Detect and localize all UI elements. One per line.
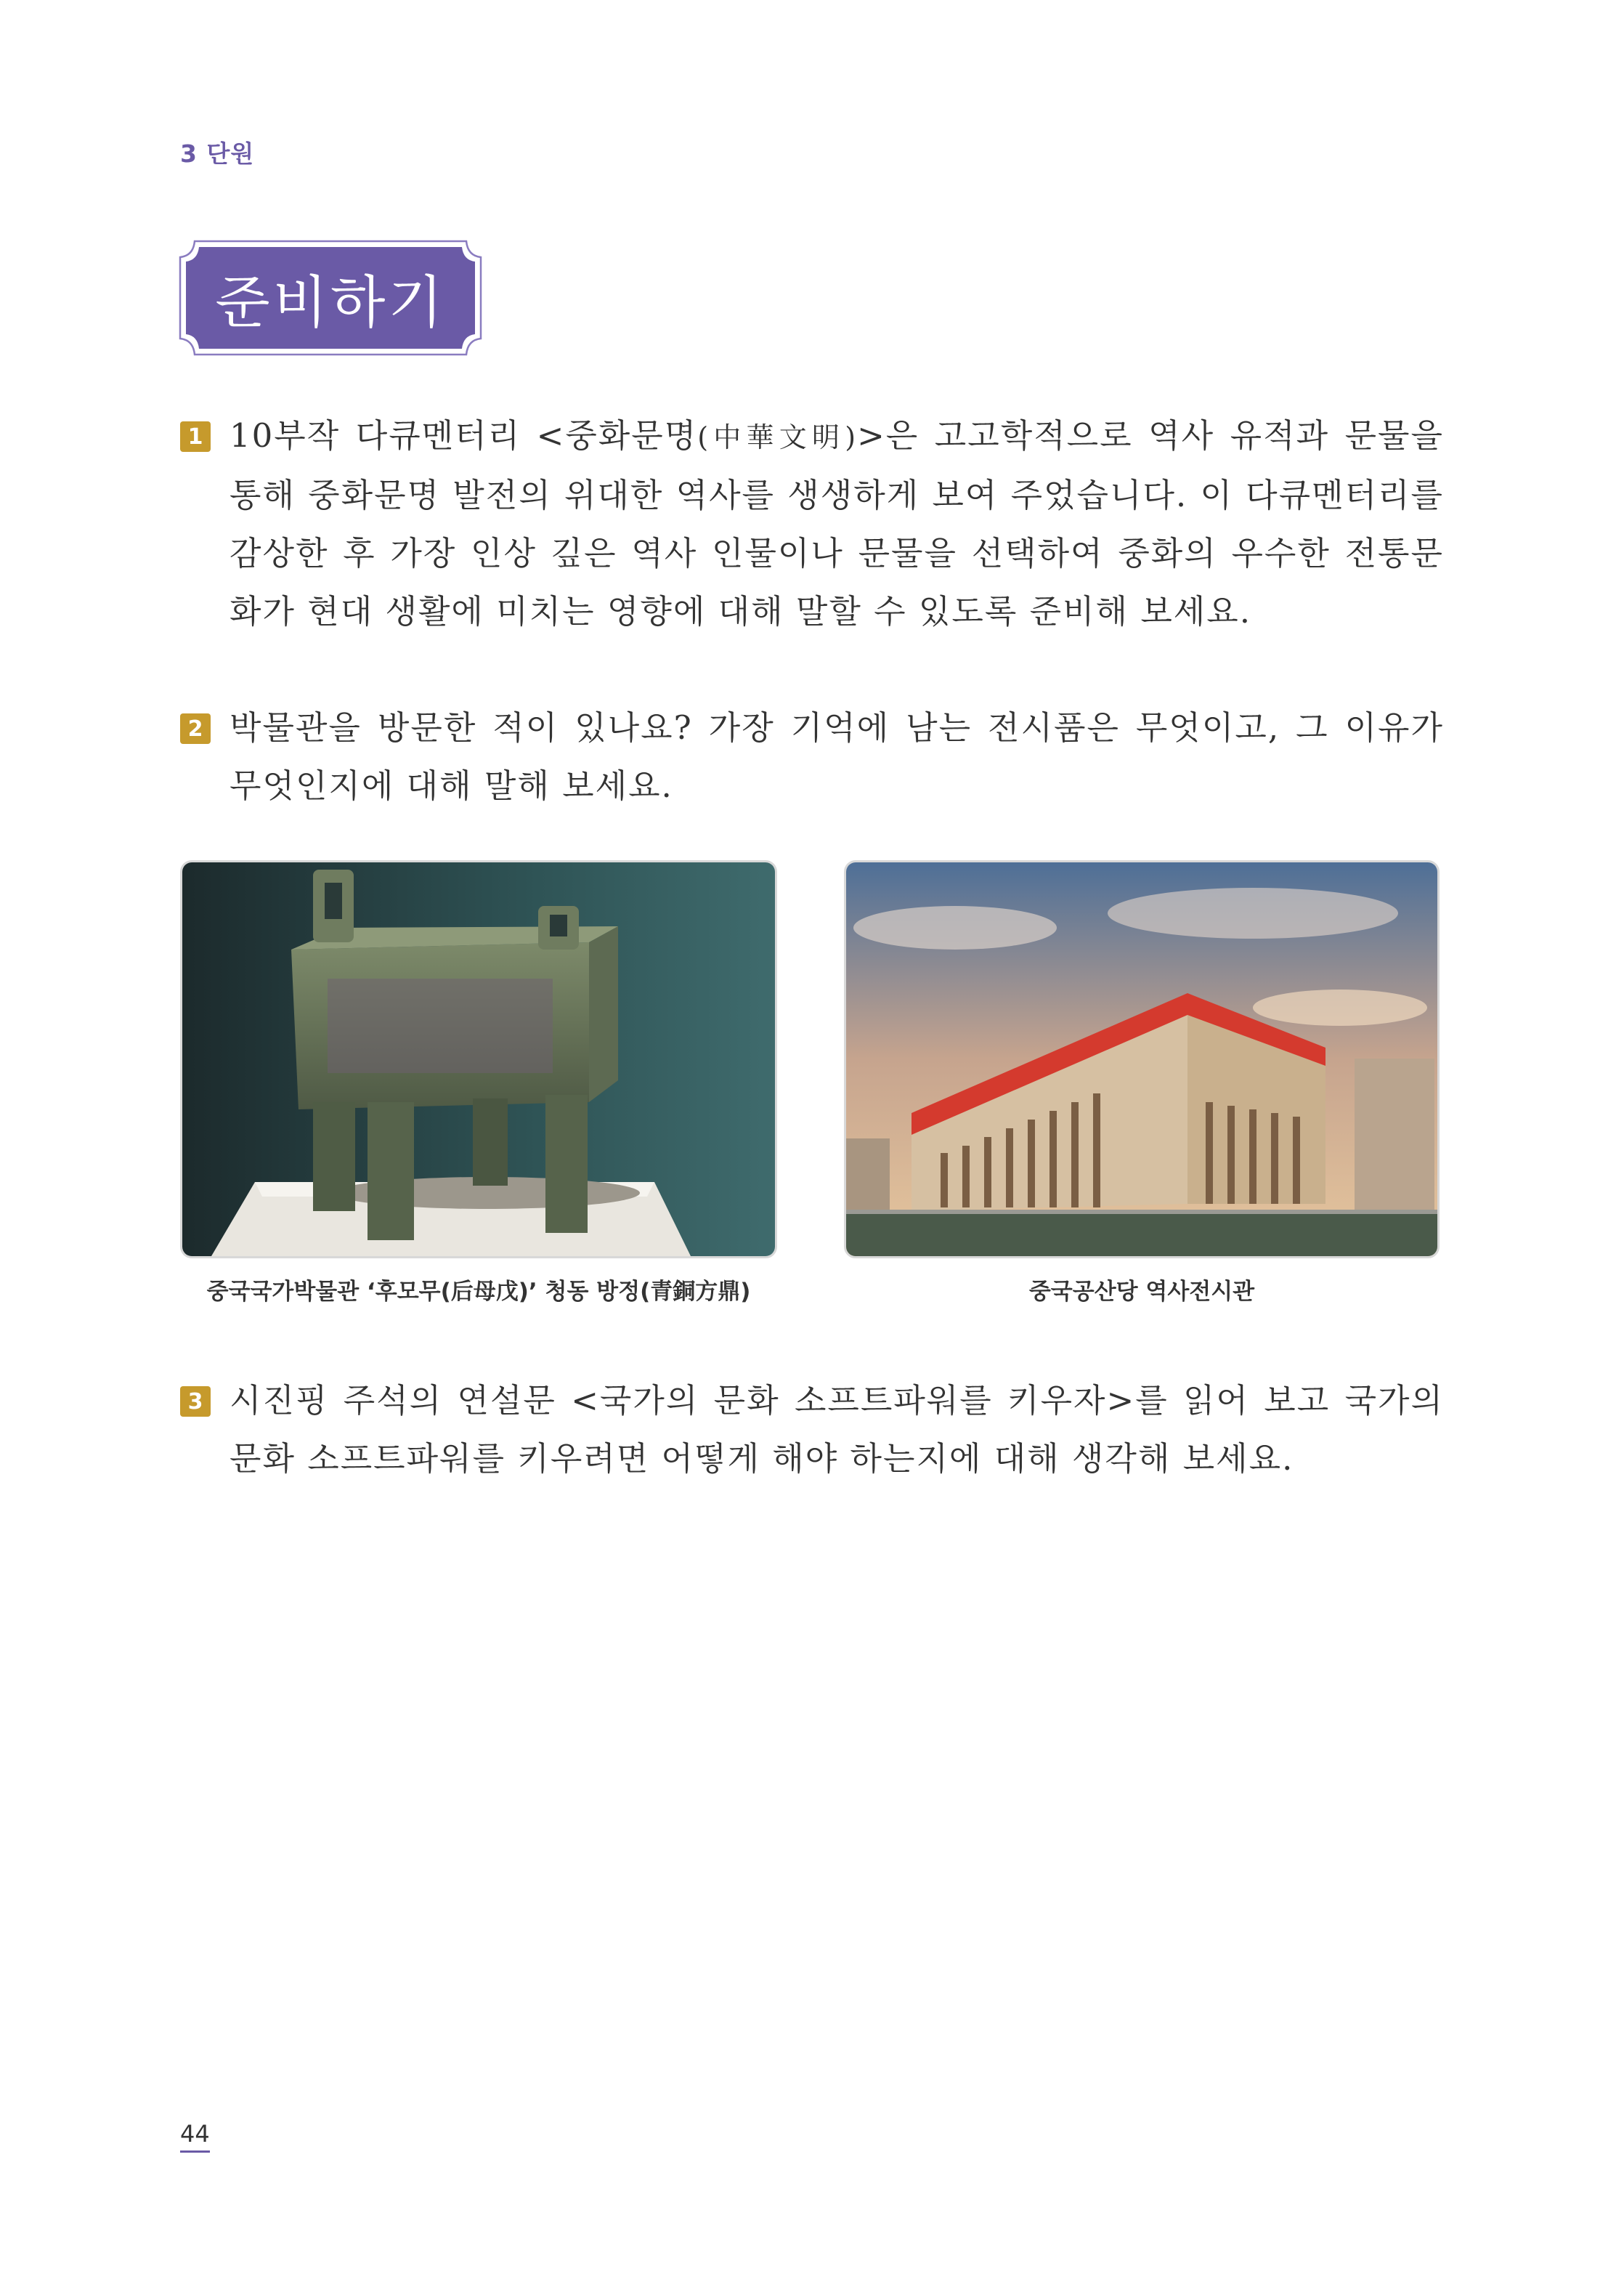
photo-caption-left: 중국국가박물관 ‘후모무(后母戊)’ 청동 방정(青銅方鼎)	[206, 1279, 751, 1305]
question-text: 시진핑 주석의 연설문 <국가의 문화 소프트파워를 키우자>를 읽어 보고 국가의 문화 소프트파워를 키우려면 어떻게 해야 하는지에 대해 생각해 보세요.	[230, 1381, 1444, 1478]
section-title-badge	[179, 240, 482, 356]
unit-label: 3 단원	[180, 139, 255, 168]
question-1-hanja: (中華文明)	[697, 421, 858, 453]
question-1-text-start: 10부작 다큐멘터리 <중화문명	[230, 416, 698, 455]
question-1-text-end: >은 고고학적으로 역사 유적과 문물을 통해 중화문명 발전의 위대한 역사를 생생하게 보여 주었습니다. 이 다큐멘터리를 감상한 후 가장 인상 깊은 역사 인물이나 문물을 선택하여 중화의 우수한 전통문화가 현대 생활에 미치는 영향에 대해 말할 수 있도록 준비해 보세요.	[230, 416, 1445, 631]
question-text	[230, 407, 1444, 641]
question-2	[180, 699, 1444, 815]
exhibition-hall-photo	[844, 860, 1440, 1258]
question-number-badge: 3	[180, 1386, 211, 1417]
bronze-ding-photo	[180, 860, 777, 1258]
question-1	[180, 407, 1444, 641]
exhibition-hall-image	[846, 862, 1437, 1256]
question-number-badge: 2	[180, 713, 211, 744]
question-3	[180, 1372, 1444, 1488]
question-number-badge: 1	[180, 421, 211, 452]
photo-caption-right: 중국공산당 역사전시관	[1028, 1279, 1255, 1305]
page-number: 44	[180, 2120, 210, 2153]
section-title: 준비하기	[215, 270, 446, 336]
question-text: 박물관을 방문한 적이 있나요? 가장 기억에 남는 전시품은 무엇이고, 그 이유가 무엇인지에 대해 말해 보세요.	[230, 708, 1444, 805]
bronze-ding-image	[182, 862, 775, 1256]
